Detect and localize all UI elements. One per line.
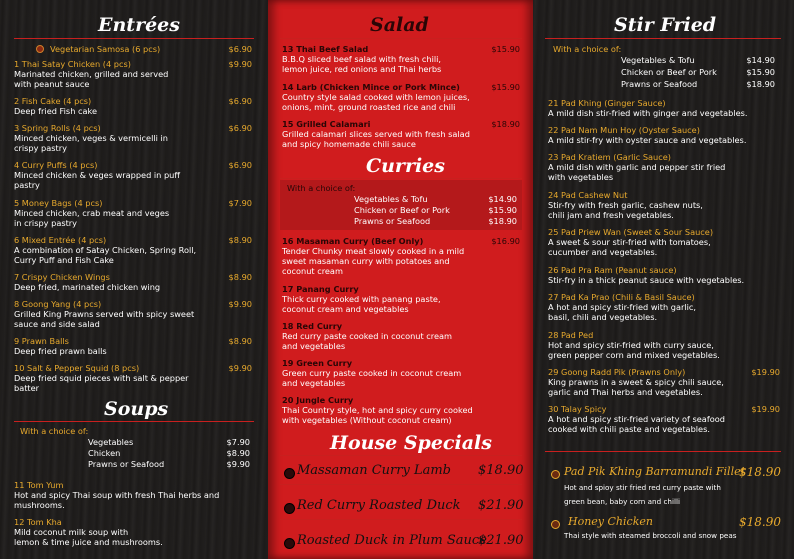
special-icon [284,468,295,479]
special-icon [284,538,295,549]
stir-fried-desc: green pepper corn and mixed vegetables. [548,350,720,360]
entree-name: 4 Curry Puffs (4 pcs) [14,160,98,170]
special-price: $18.90 [739,465,781,479]
stir-fried-desc: cucumber and vegetables. [548,247,658,257]
entree-name: 10 Salt & Pepper Squid (8 pcs) [14,363,140,373]
house-special-price: $21.90 [478,498,524,513]
house-specials-divider [280,519,522,520]
soups-rule [14,421,254,422]
special-icon [551,520,560,529]
stir-fried-desc: A mild dish stir-fried with ginger and vegetables. [548,108,748,118]
salad-name: 15 Grilled Calamari [282,119,371,129]
stir-fried-option-price: $18.90 [746,79,775,89]
soup-option-price: $7.90 [226,437,250,447]
stir-fried-desc: King prawns in a sweet & spicy chili sauce, [548,377,724,387]
entrees-rule [14,38,254,39]
house-special-name: Roasted Duck in Plum Sauce [297,533,487,548]
stir-fried-name: 29 Goong Radd Pik (Prawns Only) [548,367,686,377]
house-specials-heading: House Specials [330,432,492,454]
entree-desc: Minced chicken & veges wrapped in puff [14,170,180,180]
special-icon [284,503,295,514]
stir-fried-desc: basil, chili and vegetables. [548,312,658,322]
stir-fried-name: 23 Pad Kratiem (Garlic Sauce) [548,152,671,162]
entree-desc: Marinated chicken, grilled and served [14,69,169,79]
curry-option-price: $18.90 [488,216,517,226]
entree-name: 6 Mixed Entrée (4 pcs) [14,235,107,245]
salad-desc: Grilled calamari slices served with fresh salad [282,129,470,139]
curry-desc: Tender Chunky meat slowly cooked in a mild [282,246,465,256]
entree-price: $9.90 [228,299,252,309]
salad-rule [280,38,522,39]
entree-name: 5 Money Bags (4 pcs) [14,198,103,208]
stir-fried-desc: Stir-fry in a thick peanut sauce with vegetables. [548,275,745,285]
stir-fried-price: $19.90 [751,367,780,377]
entree-price: $6.90 [228,123,252,133]
curry-desc: Thai Country style, hot and spicy curry cooked [282,405,473,415]
house-special-name: Red Curry Roasted Duck [297,498,461,513]
house-specials-rule [280,455,522,456]
curry-desc: coconut cream and vegetables [282,304,409,314]
soups-choice-label: With a choice of: [20,426,89,436]
soup-desc: lemon & time juice and mushrooms. [14,537,163,547]
soup-option: Prawns or Seafood [88,459,165,469]
salad-price: $18.90 [491,119,520,129]
soup-option: Chicken [88,448,121,458]
stir-fried-name: 24 Pad Cashew Nut [548,190,628,200]
stir-fried-desc: Hot and spicy stir-fried with curry sauce, [548,340,714,350]
stir-fried-price: $19.90 [751,404,780,414]
entree-desc: with peanut sauce [14,79,90,89]
soup-desc: Mild coconut milk soup with [14,527,129,537]
special-desc: Hot and spioy stir fried red curry paste with [564,483,721,492]
entree-name: 9 Prawn Balls [14,336,69,346]
curry-price: $16.90 [491,236,520,246]
curry-desc: with vegetables (Without coconut cream) [282,415,452,425]
stir-fried-option: Prawns or Seafood [621,79,698,89]
stir-fried-desc: garlic and Thai herbs and vegetables. [548,387,703,397]
curry-name: 18 Red Curry [282,321,343,331]
stir-fried-desc: A hot and spicy stir-fried variety of seafood [548,414,725,424]
curry-name: 19 Green Curry [282,358,353,368]
stir-fried-name: 25 Pad Priew Wan (Sweet & Sour Sauce) [548,227,714,237]
entree-desc: pastry [14,180,40,190]
stir-fried-desc: A hot and spicy stir-fried with garlic, [548,302,697,312]
stir-fried-desc: A mild stir-fry with oyster sauce and vegetables. [548,135,747,145]
entree-name: 3 Spring Rolls (4 pcs) [14,123,101,133]
entree-desc: Deep fried prawn balls [14,346,107,356]
salad-heading: Salad [370,14,429,36]
soup-name: 11 Tom Yum [14,480,64,490]
soup-option-price: $9.90 [226,459,250,469]
stir-fried-name: 26 Pad Pra Ram (Peanut sauce) [548,265,677,275]
house-special-price: $21.90 [478,533,524,548]
curry-desc: coconut cream [282,266,343,276]
curry-desc: Red curry paste cooked in coconut cream [282,331,453,341]
curry-name: 17 Panang Curry [282,284,359,294]
curry-option-price: $15.90 [488,205,517,215]
entree-desc: Curry Puff and Fish Cake [14,255,114,265]
entree-desc: A combination of Satay Chicken, Spring Roll, [14,245,197,255]
special-name: Honey Chicken [568,515,653,528]
entree-price: $8.90 [228,235,252,245]
salad-price: $15.90 [491,44,520,54]
entree-desc: Minced chicken, veges & vermicelli in [14,133,168,143]
entrees-heading: Entrées [98,14,180,36]
house-specials-divider [280,484,522,485]
entree-desc: in crispy pastry [14,218,78,228]
entree-price: $9.90 [228,363,252,373]
stir-fried-desc: Stir-fry with fresh garlic, cashew nuts, [548,200,703,210]
stir-fried-desc: cooked with chili paste and vegetables. [548,424,710,434]
entree-price: $6.90 [228,160,252,170]
curry-desc: sweet masaman curry with potatoes and [282,256,450,266]
entree-name: 7 Crispy Chicken Wings [14,272,110,282]
entree-price: $9.90 [228,59,252,69]
stir-fried-name: 22 Pad Nam Mun Hoy (Oyster Sauce) [548,125,700,135]
stir-fried-desc: with vegetables [548,172,614,182]
salad-name: 13 Thai Beef Salad [282,44,369,54]
soups-heading: Soups [104,398,169,420]
soup-option: Vegetables [88,437,134,447]
stir-fried-desc: A sweet & sour stir-fried with tomatoes, [548,237,711,247]
specials-rule [545,451,781,452]
stir-fried-heading: Stir Fried [614,14,717,36]
stir-fried-name: 21 Pad Khing (Ginger Sauce) [548,98,666,108]
curry-desc: and vegetables [282,378,346,388]
salad-desc: Country style salad cooked with lemon juices, [282,92,470,102]
entree-name: 8 Goong Yang (4 pcs) [14,299,102,309]
salad-desc: B.B.Q sliced beef salad with fresh chili, [282,54,442,64]
special-desc: Thai style with steamed broccoli and snow peas [564,531,737,540]
stir-fried-rule [545,38,781,39]
entree-name: 2 Fish Cake (4 pcs) [14,96,92,106]
salad-desc: onions, mint, ground roasted rice and chili [282,102,456,112]
curry-name: 20 Jungle Curry [282,395,354,405]
soup-desc: mushrooms. [14,500,65,510]
stir-fried-option-price: $14.90 [746,55,775,65]
entree-price: $8.90 [228,336,252,346]
salad-desc: lemon juice, red onions and Thai herbs [282,64,442,74]
stir-fried-name: 30 Talay Spicy [548,404,607,414]
curry-desc: and vegetables [282,341,346,351]
stir-fried-option-price: $15.90 [746,67,775,77]
special-name: Pad Pik Khing Barramundi Fillet [564,465,746,478]
curries-heading: Curries [366,155,445,177]
curry-option: Chicken or Beef or Pork [354,205,450,215]
soup-option-price: $8.90 [226,448,250,458]
stir-fried-desc: A mild dish with garlic and pepper stir fried [548,162,726,172]
stir-fried-desc: chili jam and fresh vegetables. [548,210,674,220]
entree-desc: crispy pastry [14,143,67,153]
special-desc: green bean, baby corn and chilli [564,497,680,506]
entree-desc: Minced chicken, crab meat and veges [14,208,170,218]
curry-name: 16 Masaman Curry (Beef Only) [282,236,424,246]
soup-name: 12 Tom Kha [14,517,62,527]
entree-name: 1 Thai Satay Chicken (4 pcs) [14,59,131,69]
curry-option: Prawns or Seafood [354,216,431,226]
special-icon [551,470,560,479]
entree-price: $6.90 [228,96,252,106]
entree-desc: Grilled King Prawns served with spicy sweet [14,309,195,319]
curry-option-price: $14.90 [488,194,517,204]
soup-desc: Hot and spicy Thai soup with fresh Thai herbs and [14,490,220,500]
house-special-name: Massaman Curry Lamb [297,463,451,478]
curries-rule [280,178,522,179]
curry-option: Vegetables & Tofu [354,194,428,204]
house-special-price: $18.90 [478,463,524,478]
stir-fried-name: 28 Pad Ped [548,330,594,340]
curry-desc: Green curry paste cooked in coconut cream [282,368,462,378]
stir-fried-option: Chicken or Beef or Pork [621,67,717,77]
entree-desc: sauce and side salad [14,319,100,329]
curry-desc: Thick curry cooked with panang paste, [282,294,441,304]
salad-name: 14 Larb (Chicken Mince or Pork Mince) [282,82,460,92]
entree-price: $8.90 [228,272,252,282]
salad-price: $15.90 [491,82,520,92]
entree-name: Vegetarian Samosa (6 pcs) [50,44,161,54]
entree-desc: Deep fried Fish cake [14,106,97,116]
special-price: $18.90 [739,515,781,529]
entree-price: $6.90 [228,44,252,54]
stir-fried-name: 27 Pad Ka Prao (Chili & Basil Sauce) [548,292,695,302]
entree-desc: Deep fried, marinated chicken wing [14,282,161,292]
salad-desc: and spicy homemade chili sauce [282,139,416,149]
entree-desc: Deep fried squid pieces with salt & pepper [14,373,189,383]
stir-fried-choice-label: With a choice of: [553,44,622,54]
entree-desc: batter [14,383,40,393]
spicy-icon [36,45,44,53]
curries-choice-label: With a choice of: [287,183,356,193]
entree-price: $7.90 [228,198,252,208]
stir-fried-option: Vegetables & Tofu [621,55,695,65]
